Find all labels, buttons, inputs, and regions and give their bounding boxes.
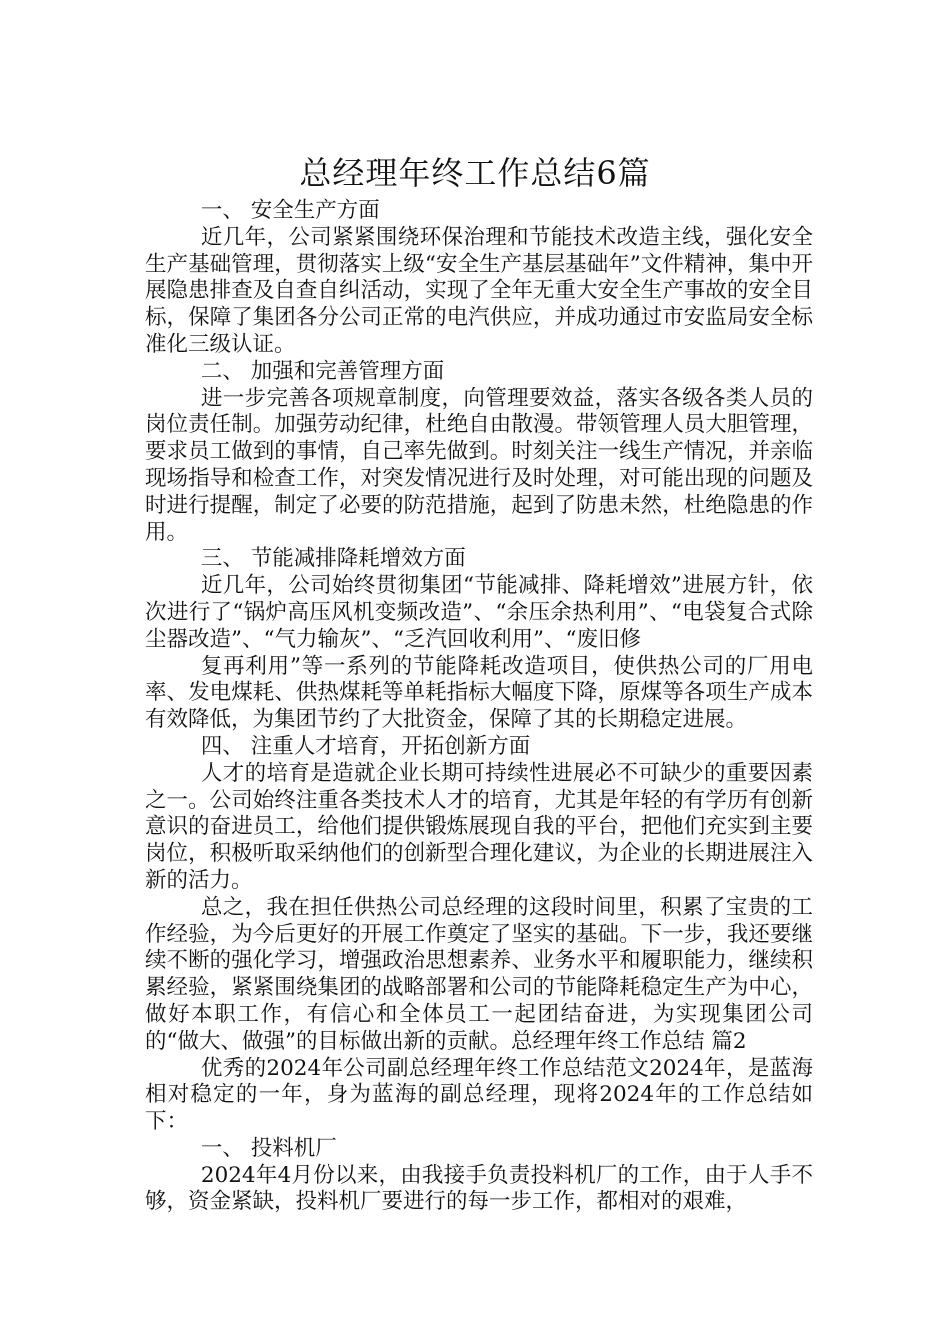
section-heading-safety: 一、 安全生产方面 — [200, 198, 380, 223]
section-heading-feeder-factory: 一、 投料机厂 — [200, 1135, 337, 1161]
paragraph: 进一步完善各项规章制度，向管理要效益，落实各级各类人员的岗位责任制。加强劳动纪律，杜绝自由散漫。带领管理人员大胆管理，要求员工做到的事情，自己率先做到。时刻关注一线生产情况，并亲临现场指导和检查工作，对突发情况进行及时处理，对可能出现的问题及时进行提醒，制定了必要的防范措施，起到了防患未然，杜绝隐患的作用。 — [145, 385, 813, 545]
paragraph: 优秀的2024年公司副总经理年终工作总结范文2024年，是蓝海相对稳定的一年，身为蓝海的副总经理，现将2024年的工作总结如下： — [145, 1055, 813, 1135]
section-heading-energy: 三、 节能减排降耗增效方面 — [200, 546, 466, 572]
document-body — [145, 198, 813, 1216]
paragraph: 复再利用”等一系列的节能降耗改造项目，使供热公司的厂用电率、发电煤耗、供热煤耗等单耗指标大幅度下降，原煤等各项生产成本有效降低，为集团节约了大批资金，保障了其的长期稳定进展。 — [145, 653, 813, 733]
section-heading-management: 二、 加强和完善管理方面 — [200, 358, 445, 384]
paragraph: 近几年，公司紧紧围绕环保治理和节能技术改造主线，强化安全生产基础管理，贯彻落实上级“安全生产基层基础年”文件精神，集中开展隐患排查及自查自纠活动，实现了全年无重大安全生产事故的安全目标，保障了集团各分公司正常的电汽供应，并成功通过市安监局安全标准化三级认证。 — [145, 224, 813, 357]
paragraph: 2024年4月份以来，由我接手负责投料机厂的工作，由于人手不够，资金紧缺，投料机厂要进行的每一步工作，都相对的艰难， — [145, 1162, 813, 1215]
paragraph: 近几年，公司始终贯彻集团“节能减排、降耗增效”进展方针，依次进行了“锅炉高压风机变频改造”、“余压余热利用”、“电袋复合式除尘器改造”、“气力输灰”、“乏汽回收利用”、“废旧修 — [145, 573, 813, 652]
section-heading-talent: 四、 注重人才培育，开拓创新方面 — [200, 733, 531, 759]
paragraph: 人才的培育是造就企业长期可持续性进展必不可缺少的重要因素之一。公司始终注重各类技术人才的培育，尤其是年轻的有学历有创新意识的奋进员工，给他们提供锻炼展现自我的平台，把他们充实到主要岗位，积极听取采纳他们的创新型合理化建议，为企业的长期进展注入新的活力。 — [145, 760, 813, 893]
document-title: 总经理年终工作总结6篇 — [299, 154, 651, 193]
paragraph: 总之，我在担任供热公司总经理的这段时间里，积累了宝贵的工作经验，为今后更好的开展工作奠定了坚实的基础。下一步，我还要继续不断的强化学习，增强政治思想素养、业务水平和履职能力，继续积累经验，紧紧围绕集团的战略部署和公司的节能降耗稳定生产为中心，做好本职工作，有信心和全体员工一起团结奋进，为实现集团公司的“做大、做强”的目标做出新的贡献。总经理年终工作总结 篇2 — [145, 894, 813, 1054]
